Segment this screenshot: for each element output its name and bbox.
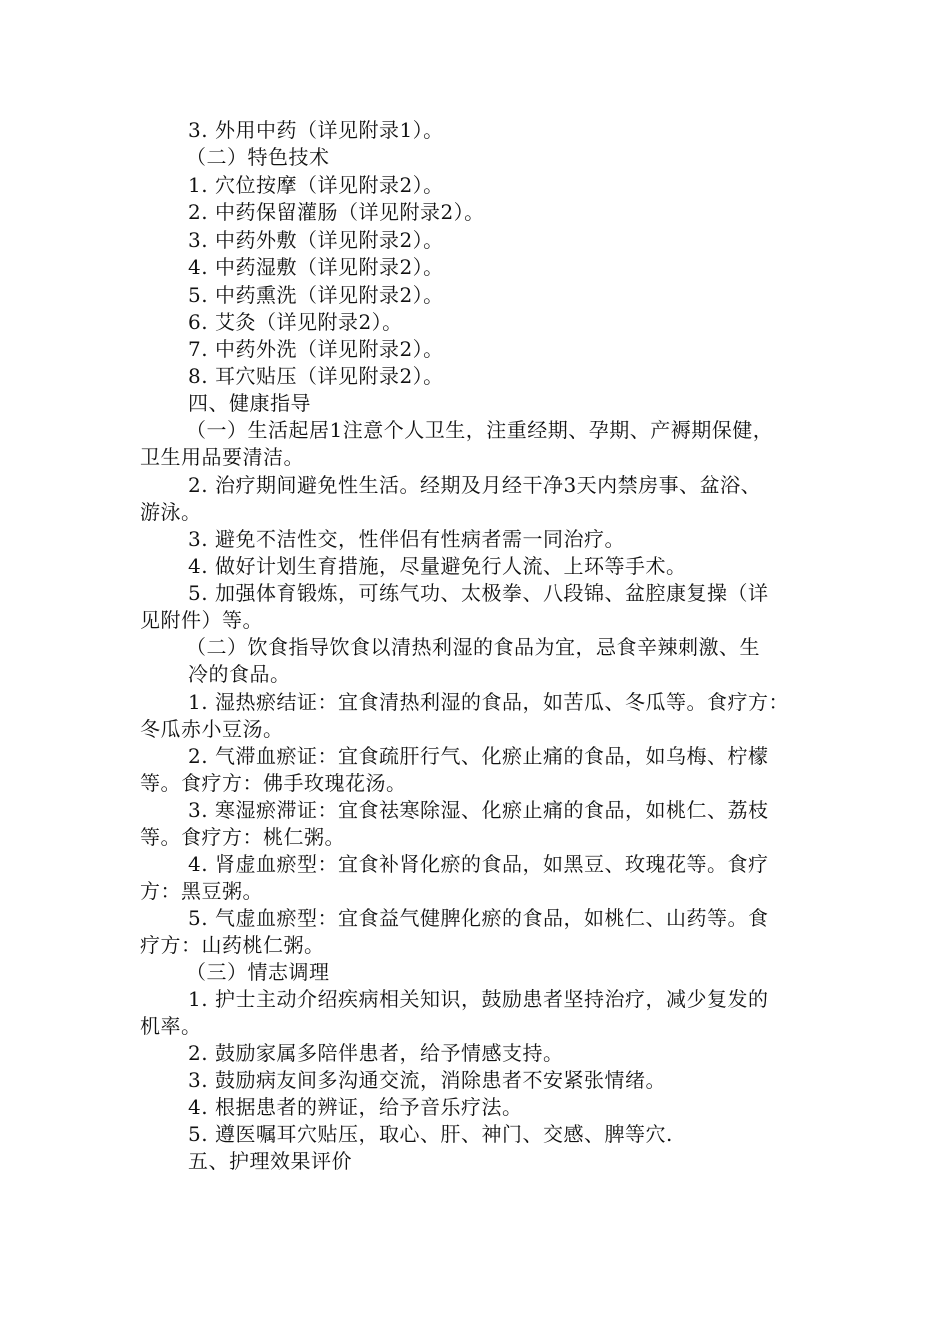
text-line: 等。食疗方：桃仁粥。 bbox=[140, 825, 345, 849]
text-line: 3. 中药外敷（详见附录2）。 bbox=[188, 228, 444, 252]
text-line: 3. 避免不洁性交，性伴侣有性病者需一同治疗。 bbox=[188, 527, 625, 551]
text-line: 4. 中药湿敷（详见附录2）。 bbox=[188, 255, 444, 279]
text-line: （一）生活起居1注意个人卫生，注重经期、孕期、产褥期保健， bbox=[186, 418, 774, 442]
text-line: 1. 护士主动介绍疾病相关知识，鼓励患者坚持治疗，减少复发的 bbox=[188, 987, 769, 1011]
text-line: 5. 遵医嘱耳穴贴压，取心、肝、神门、交感、脾等穴. bbox=[188, 1122, 673, 1146]
text-line: 游泳。 bbox=[140, 500, 202, 524]
text-line: 4. 根据患者的辨证，给予音乐疗法。 bbox=[188, 1095, 523, 1119]
text-line: （二）饮食指导饮食以清热利湿的食品为宜，忌食辛辣刺激、生 bbox=[186, 635, 760, 659]
section-heading: 五、护理效果评价 bbox=[188, 1149, 352, 1173]
text-line: 2. 中药保留灌肠（详见附录2）。 bbox=[188, 200, 485, 224]
text-line: 3. 外用中药（详见附录1）。 bbox=[188, 118, 444, 142]
text-line: 见附件）等。 bbox=[140, 608, 263, 632]
text-line: 5. 中药熏洗（详见附录2）。 bbox=[188, 283, 444, 307]
text-line: 冷的食品。 bbox=[188, 662, 291, 686]
section-heading: 四、健康指导 bbox=[188, 391, 311, 415]
text-line: 7. 中药外洗（详见附录2）。 bbox=[188, 337, 444, 361]
text-line: 机率。 bbox=[140, 1014, 202, 1038]
text-line: 6. 艾灸（详见附录2）。 bbox=[188, 310, 403, 334]
text-line: 2. 气滞血瘀证：宜食疏肝行气、化瘀止痛的食品，如乌梅、柠檬 bbox=[188, 744, 769, 768]
text-line: 5. 加强体育锻炼，可练气功、太极拳、八段锦、盆腔康复操（详 bbox=[188, 581, 769, 605]
text-line: 3. 鼓励病友间多沟通交流，消除患者不安紧张情绪。 bbox=[188, 1068, 666, 1092]
section-heading: （二）特色技术 bbox=[186, 145, 330, 169]
text-line: 冬瓜赤小豆汤。 bbox=[140, 717, 284, 741]
text-line: 2. 治疗期间避免性生活。经期及月经干净3天内禁房事、盆浴、 bbox=[188, 473, 762, 497]
text-line: 2. 鼓励家属多陪伴患者，给予情感支持。 bbox=[188, 1041, 564, 1065]
text-line: 疗方：山药桃仁粥。 bbox=[140, 933, 325, 957]
text-line: 等。食疗方：佛手玫瑰花汤。 bbox=[140, 771, 407, 795]
text-line: 5. 气虚血瘀型：宜食益气健脾化瘀的食品，如桃仁、山药等。食 bbox=[188, 906, 769, 930]
text-line: 方：黑豆粥。 bbox=[140, 879, 263, 903]
text-line: 1. 穴位按摩（详见附录2）。 bbox=[188, 173, 444, 197]
text-line: 3. 寒湿瘀滞证：宜食祛寒除湿、化瘀止痛的食品，如桃仁、荔枝 bbox=[188, 798, 769, 822]
text-line: 1. 湿热瘀结证：宜食清热利湿的食品，如苦瓜、冬瓜等。食疗方： bbox=[188, 690, 789, 714]
text-line: 卫生用品要清洁。 bbox=[140, 445, 304, 469]
text-line: 4. 肾虚血瘀型：宜食补肾化瘀的食品，如黑豆、玫瑰花等。食疗 bbox=[188, 852, 769, 876]
text-line: 8. 耳穴贴压（详见附录2）。 bbox=[188, 364, 444, 388]
section-heading: （三）情志调理 bbox=[186, 960, 330, 984]
text-line: 4. 做好计划生育措施，尽量避免行人流、上环等手术。 bbox=[188, 554, 687, 578]
